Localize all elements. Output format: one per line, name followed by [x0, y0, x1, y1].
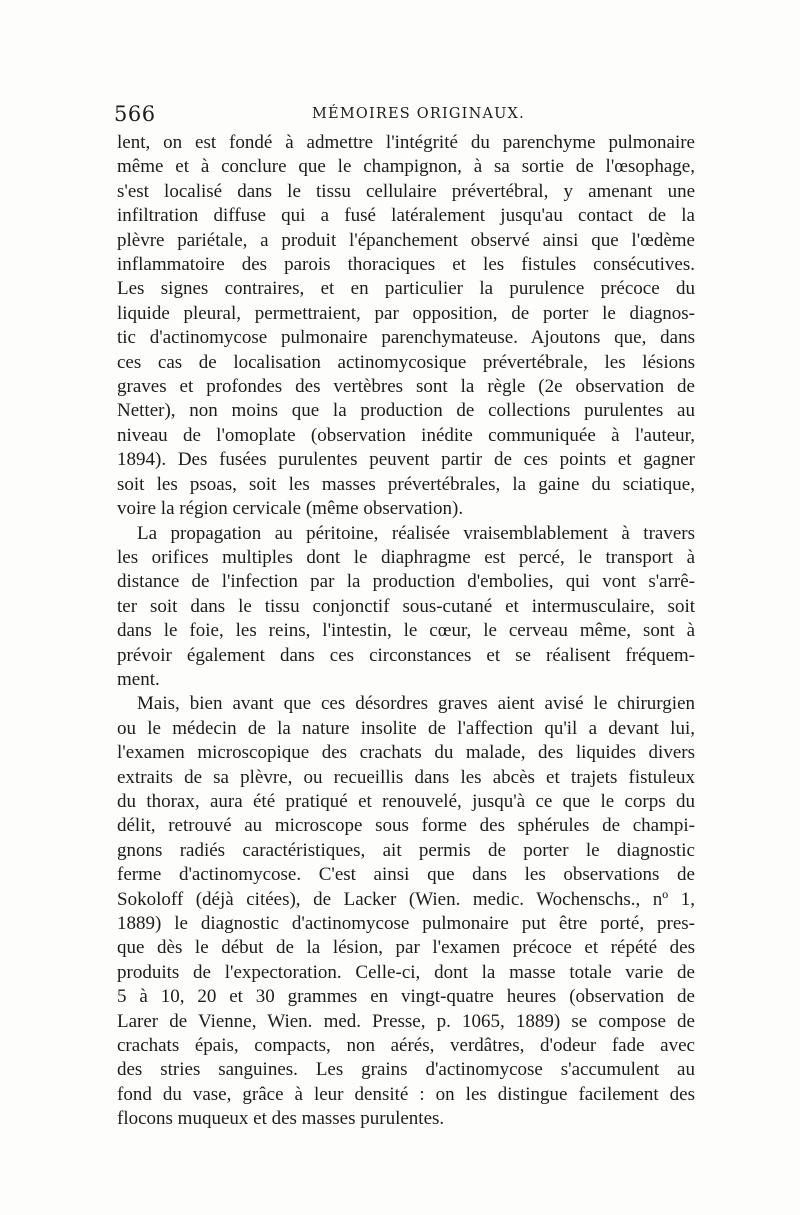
- text-line: Les signes contraires, et en particulier la purulence précoce du: [117, 278, 695, 300]
- text-line: infiltration diffuse qui a fusé latéralement jusqu'au contact de la: [117, 205, 695, 227]
- text-line: même et à conclure que le champignon, à sa sortie de l'œsophage,: [117, 156, 695, 178]
- paragraph: [117, 522, 695, 693]
- text-line: dans le foie, les reins, l'intestin, le cœur, le cerveau même, sont à: [117, 620, 695, 642]
- text-line: du thorax, aura été pratiqué et renouvelé, jusqu'à ce que le corps du: [117, 790, 695, 812]
- text-line: 1889) le diagnostic d'actinomycose pulmonaire put être porté, pres-: [117, 913, 695, 934]
- text-line: Mais, bien avant que ces désordres graves aient avisé le chirurgien: [137, 693, 695, 715]
- paragraph: [117, 692, 695, 1131]
- text-line: flocons muqueux et des masses purulentes.: [117, 1108, 445, 1130]
- text-line: crachats épais, compacts, non aérés, verdâtres, d'odeur fade avec: [117, 1035, 695, 1057]
- text-line: des stries sanguines. Les grains d'actinomycose s'accumulent au: [117, 1059, 695, 1081]
- text-line: niveau de l'omoplate (observation inédite communiquée à l'auteur,: [117, 424, 695, 446]
- text-line: Sokoloff (déjà citées), de Lacker (Wien. medic. Wochenschs., nº 1,: [117, 888, 695, 910]
- running-head: MÉMOIRES ORIGINAUX.: [312, 106, 525, 122]
- text-line: l'examen microscopique des crachats du malade, des liquides divers: [117, 742, 695, 764]
- text-line: extraits de sa plèvre, ou recueillis dans les abcès et trajets fistuleux: [117, 766, 695, 788]
- text-line: 5 à 10, 20 et 30 grammes en vingt-quatre heures (observation de: [117, 986, 695, 1008]
- text-line: plèvre pariétale, a produit l'épanchement observé ainsi que l'œdème: [117, 229, 695, 251]
- text-line: ter soit dans le tissu conjonctif sous-cutané et intermusculaire, soit: [117, 595, 695, 617]
- text-line: inflammatoire des parois thoraciques et les fistules consécutives.: [117, 254, 695, 276]
- text-line: voire la région cervicale (même observation).: [117, 498, 464, 520]
- text-line: s'est localisé dans le tissu cellulaire prévertébral, y amenant une: [117, 180, 695, 202]
- text-line: les orifices multiples dont le diaphragme est percé, le transport à: [117, 546, 695, 568]
- text-line: produits de l'expectoration. Celle-ci, dont la masse totale varie de: [117, 961, 695, 983]
- text-line: soit les psoas, soit les masses prévertébrales, la gaine du sciatique,: [117, 473, 695, 495]
- text-line: délit, retrouvé au microscope sous forme des sphérules de champi-: [117, 815, 695, 837]
- text-line: ces cas de localisation actinomycosique prévertébrale, les lésions: [117, 351, 695, 373]
- page-header: [114, 100, 696, 128]
- text-line: graves et profondes des vertèbres sont la règle (2e observation de: [117, 376, 695, 398]
- text-line: gnons radiés caractéristiques, ait permis de porter le diagnostic: [117, 839, 695, 861]
- text-line: lent, on est fondé à admettre l'intégrité du parenchyme pulmonaire: [117, 132, 695, 153]
- text-line: tic d'actinomycose pulmonaire parenchymateuse. Ajoutons que, dans: [117, 327, 695, 349]
- text-line: fond du vase, grâce à leur densité : on les distingue facilement des: [117, 1083, 695, 1105]
- paragraph: [117, 131, 695, 522]
- text-line: distance de l'infection par la production d'embolies, qui vont s'arrê-: [117, 571, 695, 593]
- body-text: [117, 131, 695, 1132]
- text-line: Larer de Vienne, Wien. med. Presse, p. 1065, 1889) se compose de: [117, 1010, 695, 1032]
- text-line: liquide pleural, permettraient, par opposition, de porter le diagnos-: [117, 302, 695, 324]
- text-line: 1894). Des fusées purulentes peuvent partir de ces points et gagner: [117, 449, 695, 471]
- text-line: La propagation au péritoine, réalisée vraisemblablement à travers: [137, 522, 695, 544]
- text-line: ferme d'actinomycose. C'est ainsi que dans les observations de: [117, 864, 695, 886]
- page-number: 566: [114, 102, 156, 126]
- text-line: Netter), non moins que la production de collections purulentes au: [117, 400, 695, 422]
- text-line: que dès le début de la lésion, par l'examen précoce et répété des: [117, 937, 695, 959]
- text-line: ou le médecin de la nature insolite de l'affection qu'il a devant lui,: [117, 717, 695, 739]
- text-line: ment.: [117, 668, 160, 690]
- text-line: prévoir également dans ces circonstances et se réalisent fréquem-: [117, 644, 695, 666]
